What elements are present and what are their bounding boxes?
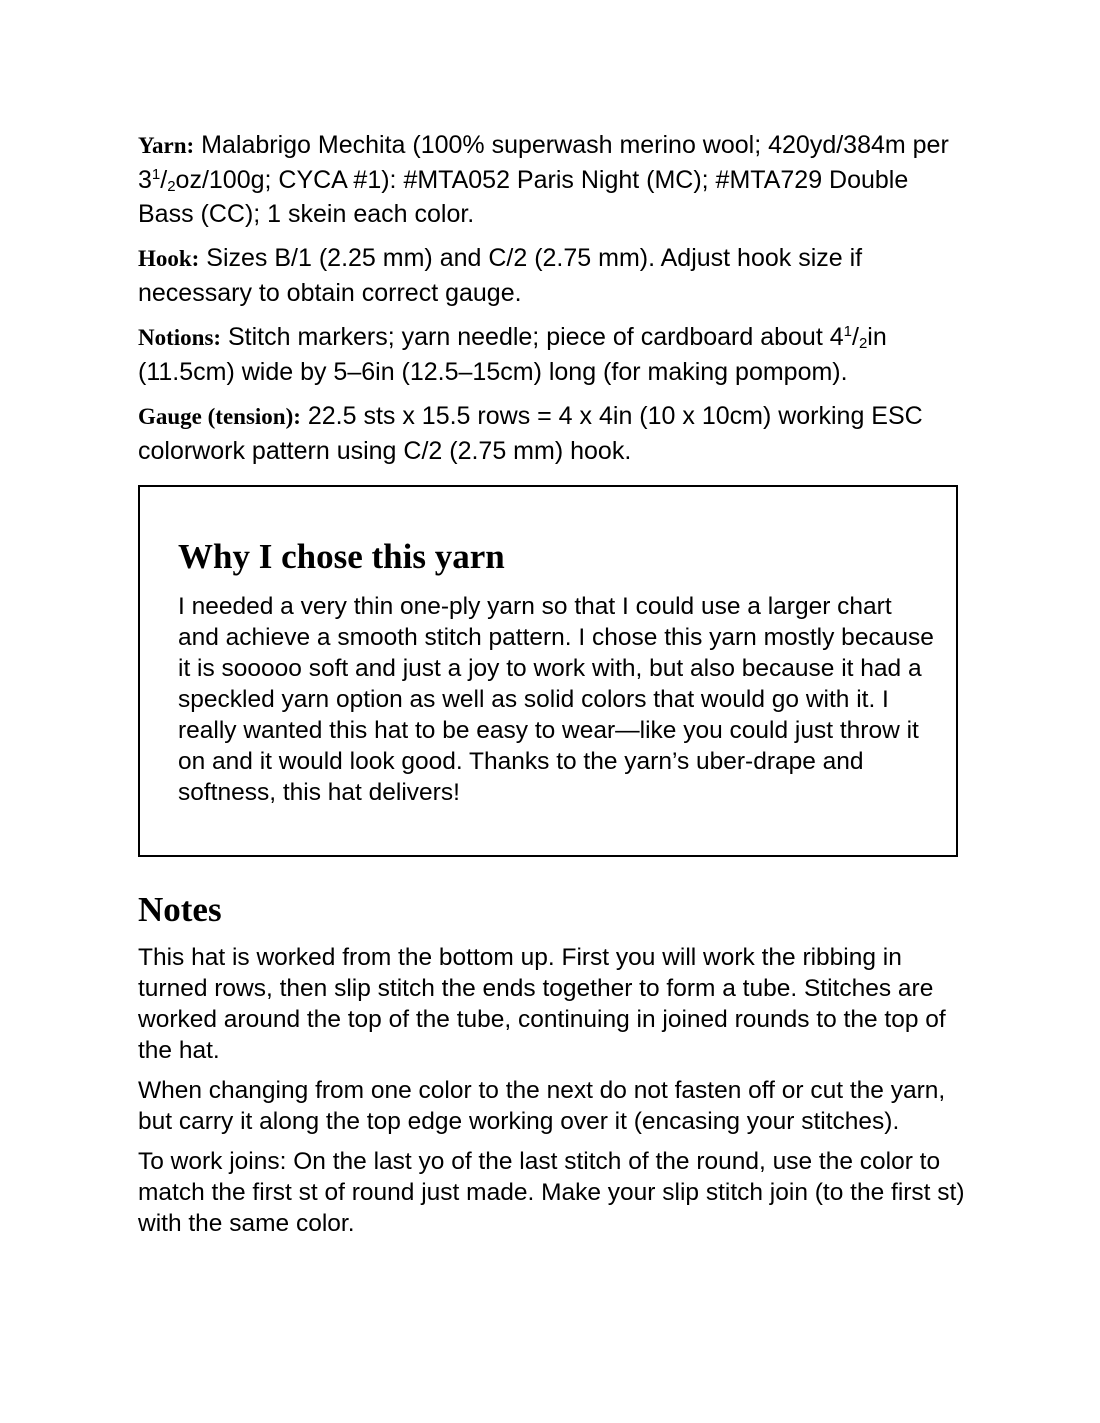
hook-spec	[138, 241, 966, 310]
yarn-spec	[138, 128, 966, 231]
gauge-spec	[138, 399, 966, 468]
yarn-text-end: oz/100g; CYCA #1): #MTA052 Paris Night (MC); #MTA729 Double Bass (CC); 1 skein each color.	[138, 166, 909, 228]
yarn-fraction: $^1/_2$	[151, 166, 176, 195]
notes-paragraph: This hat is worked from the bottom up. First you will work the ribbing in turned rows, then slip stitch the ends together to form a tube. Stitches are worked around the top of the tube, continuing in joined rounds to the top of the hat.	[138, 944, 946, 1064]
yarn-choice-sidebar-box	[138, 485, 958, 857]
notions-text-end: in (11.5cm) wide by 5–6in (12.5–15cm) long (for making pompom).	[138, 323, 887, 386]
sidebar-body: I needed a very thin one-ply yarn so that I could use a larger chart and achieve a smooth stitch pattern. I chose this yarn mostly because it is sooooo soft and just a joy to work with, but also because it had a speckled yarn option as well as solid colors that would go with it. I really wanted this hat to be easy to wear—like you could just throw it on and it would look good. Thanks to the yarn’s uber-drape and softness, this hat delivers!	[178, 593, 934, 806]
gauge-label: Gauge (tension):	[138, 404, 301, 429]
notions-spec	[138, 320, 966, 389]
notes-paragraph: To work joins: On the last yo of the last stitch of the round, use the color to match the first st of round just made. Make your slip stitch join (to the first st) with the same color.	[138, 1148, 965, 1237]
hook-label: Hook:	[138, 246, 200, 271]
notions-text-start: Stitch markers; yarn needle; piece of cardboard about 4	[221, 323, 844, 351]
yarn-fraction-numerator: 1	[151, 166, 161, 183]
notions-fraction-numerator: 1	[843, 323, 852, 340]
notions-fraction-denominator: 2	[858, 335, 868, 352]
notes-title: Notes	[138, 890, 222, 929]
notions-label: Notions:	[138, 325, 222, 350]
sidebar-title: Why I chose this yarn	[178, 537, 505, 576]
notions-fraction: $^1/_2$	[843, 323, 868, 352]
notes-paragraph: When changing from one color to the next do not fasten off or cut the yarn, but carry it along the top edge working over it (encasing your stitches).	[138, 1077, 946, 1135]
gauge-text: 22.5 sts x 15.5 rows = 4 x 4in (10 x 10cm) working ESC colorwork pattern using C/2 (2.75 mm) hook.	[138, 402, 923, 465]
materials-section	[138, 128, 966, 478]
yarn-fraction-denominator: 2	[167, 178, 176, 195]
notes-section	[138, 888, 968, 1248]
yarn-label: Yarn:	[138, 133, 195, 158]
yarn-text-start: Malabrigo Mechita (100% superwash merino wool; 420yd/384m per 3	[138, 131, 949, 194]
hook-text: Sizes B/1 (2.25 mm) and C/2 (2.75 mm). Adjust hook size if necessary to obtain correct gauge.	[138, 244, 863, 307]
